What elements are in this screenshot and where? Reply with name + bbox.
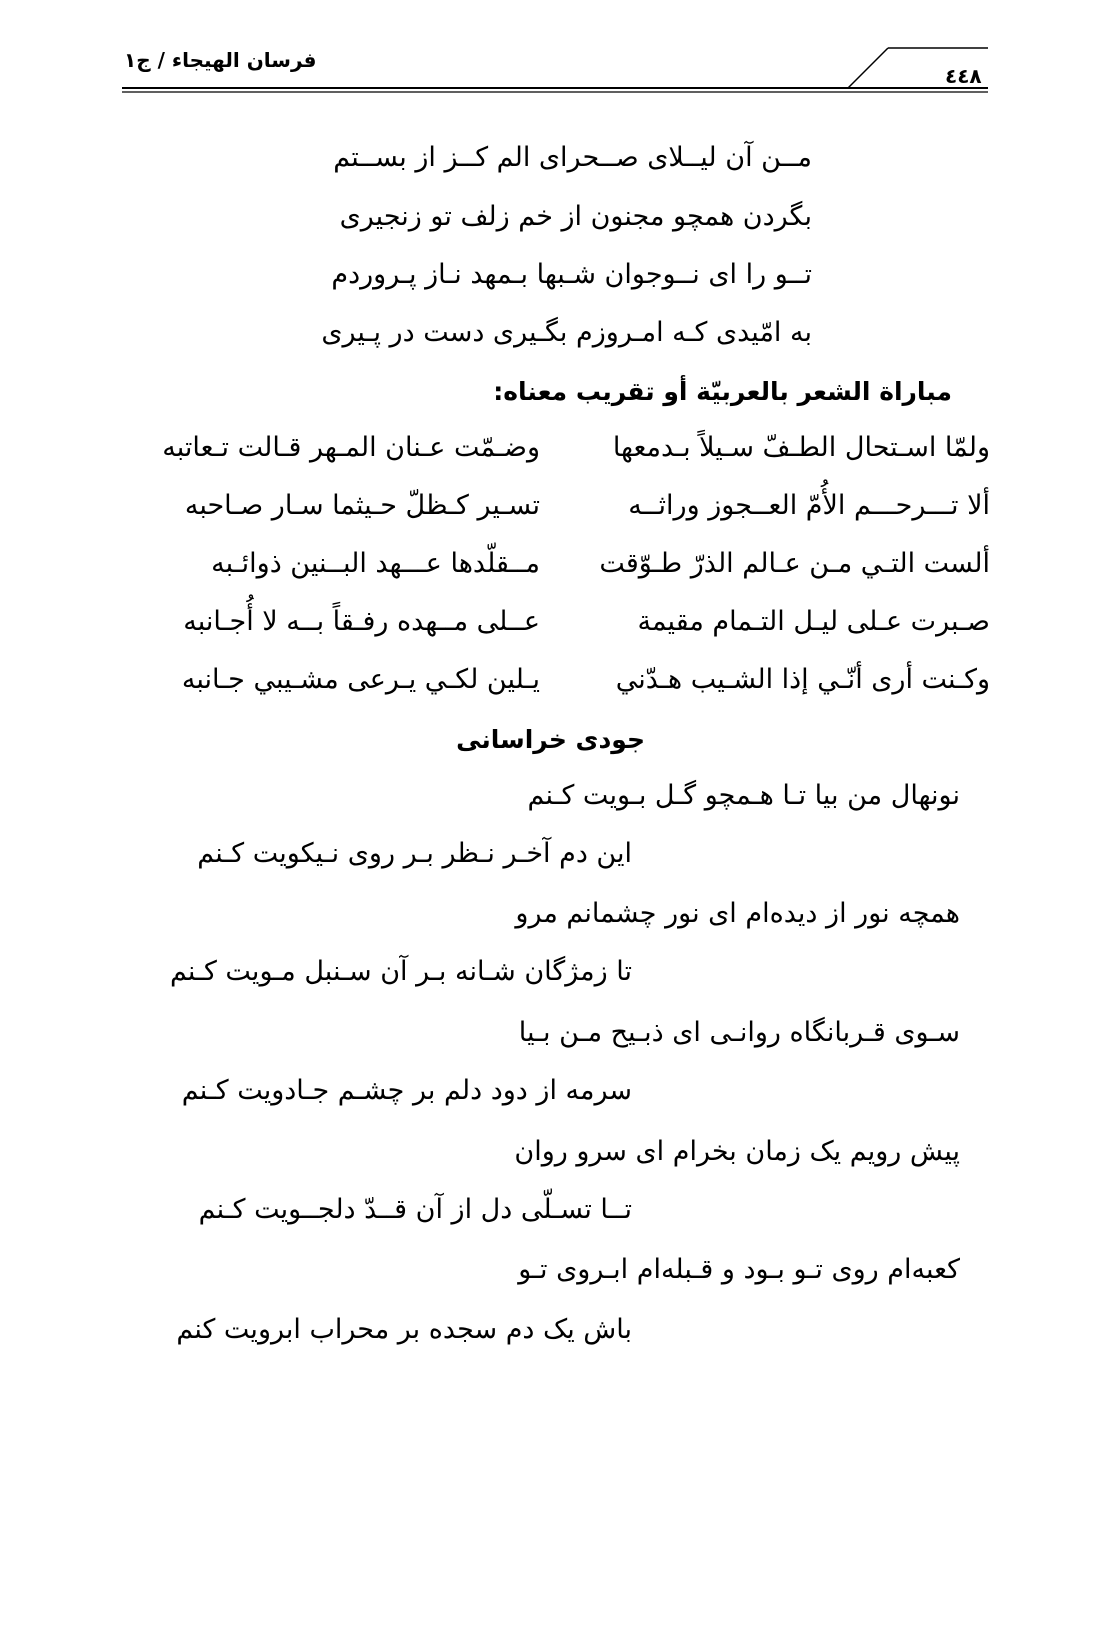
couplet-first-hemistich: ألست التـي مـن عـالم الذرّ طـوّقت: [599, 548, 990, 579]
poem2-line: تــا تسـلّی دل از آن قــدّ دلجــویت کـنم: [198, 1194, 632, 1225]
running-title: فرسان الهيجاء / ج١: [124, 48, 317, 72]
poem2-line: سـوی قـربانگاه روانـی ای ذبـیح مـن بـیا: [518, 1017, 960, 1048]
couplet-first-hemistich: ألا تـــرحـــم الأُمّ العــجوز وراثــه: [628, 490, 990, 521]
poem2-line: نونهال من بیا تـا هـمچو گـل بـویت کـنم: [527, 780, 960, 811]
couplet-second-hemistich: تسـير كـظلّ حـيثما سـار صـاحبه: [184, 490, 540, 521]
couplet-second-hemistich: مــقلّدها عـــهد البــنين ذوائـبه: [211, 548, 540, 579]
couplet-row: [120, 428, 990, 472]
couplet-second-hemistich: وضـمّت عـنان المـهر قـالت تـعاتبه: [162, 432, 540, 463]
couplet-row: [120, 544, 990, 588]
poem2-line: این دم آخـر نـظر بـر روی نـیکویت کـنم: [197, 838, 632, 869]
couplet-second-hemistich: يـلين لكـي يـرعى مشـيبي جـانبه: [181, 664, 540, 695]
poet-name: جودی خراسانی: [456, 725, 645, 754]
couplet-row: [120, 602, 990, 646]
poem2-line: پیش رویم یک زمان بخرام ای سرو روان: [514, 1136, 960, 1167]
poem1-line: بگردن همچو مجنون از خم زلف تو زنجیری: [339, 201, 812, 232]
couplet-first-hemistich: ولمّا اسـتحال الطـفّ سـيلاً بـدمعها: [612, 432, 990, 463]
couplet-first-hemistich: وكـنت أرى أنّـي إذا الشـيب هـدّني: [615, 664, 990, 695]
couplet-first-hemistich: صـبرت عـلى ليـل التـمام مقيمة: [637, 606, 990, 637]
page-number: ٤٤٨: [945, 64, 982, 88]
couplet-row: [120, 486, 990, 530]
poem2-line: همچه نور از دیده‌ام ای نور چشمانم مرو: [515, 898, 960, 929]
poem2-line: سرمه از دود دلم بر چشـم جـادویت کـنم: [181, 1075, 632, 1106]
poem2-line: تا زمژگان شـانه بـر آن سـنبل مـویت کـنم: [169, 956, 632, 987]
couplet-row: [120, 660, 990, 704]
poem1-line: به امّیدی کـه امـروزم بگـیری دست در پـیری: [321, 317, 812, 348]
poem2-line: کعبه‌ام روی تـو بـود و قـبله‌ام ابـروی تـو: [518, 1254, 960, 1285]
poem2-line: باش یک دم سجده بر محراب ابرویت کنم: [176, 1314, 632, 1345]
poem1-line: مــن آن لیــلای صــحرای الم کــز از بســتم: [333, 142, 812, 173]
section-heading: مباراة الشعر بالعربيّة أو تقريب معناه:: [493, 377, 952, 406]
poem1-line: تــو را ای نــوجوان شـبها بـمهد نـاز پـروردم: [331, 259, 812, 290]
couplet-second-hemistich: عــلى مــهده رفـقاً بــه لا أُجـانبه: [183, 606, 540, 637]
